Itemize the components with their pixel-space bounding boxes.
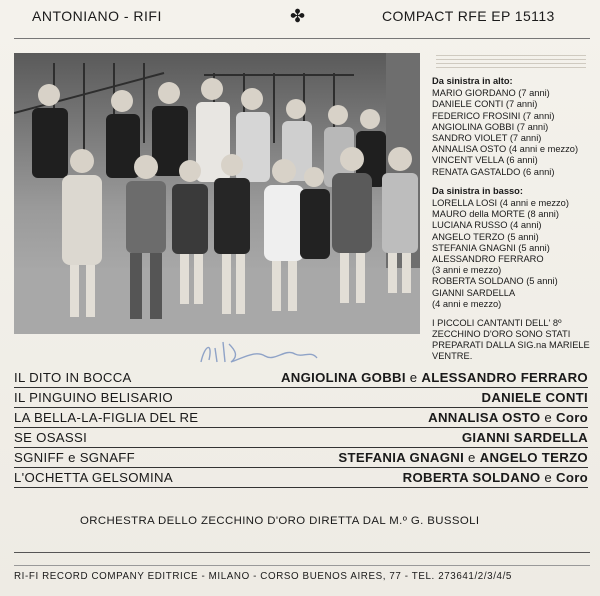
track-title: IL PINGUINO BELISARIO [14, 390, 173, 405]
track-title: SE OSASSI [14, 430, 88, 445]
track-list [14, 368, 588, 488]
track-title: LA BELLA-LA-FIGLIA DEL RE [14, 410, 199, 425]
orchestra-credit: ORCHESTRA DELLO ZECCHINO D'ORO DIRETTA DAL M.º G. BUSSOLI [80, 515, 480, 527]
label-name: ANTONIANO - RIFI [32, 8, 162, 24]
list-item: GIANNI SARDELLA [432, 287, 516, 298]
list-item: MARIO GIORDANO (7 anni) [432, 88, 550, 99]
footer-rule [14, 565, 590, 566]
list-item: ANGIOLINA GOBBI (7 anni) [432, 121, 549, 132]
track-title: L'OCHETTA GELSOMINA [14, 470, 173, 485]
track-row [14, 428, 588, 448]
list-item: MAURO della MORTE (8 anni) [432, 209, 559, 220]
track-row [14, 448, 588, 468]
list-item: RENATA GASTALDO (6 anni) [432, 166, 555, 177]
track-row [14, 388, 588, 408]
track-row [14, 468, 588, 488]
bottom-row-list [432, 198, 592, 310]
list-item: (3 anni e mezzo) [432, 265, 502, 276]
header-divider [14, 38, 590, 39]
track-title: SGNIFF e SGNAFF [14, 450, 135, 465]
list-item: DANIELE CONTI (7 anni) [432, 99, 538, 110]
track-artist: ROBERTA SOLDANO e Coro [402, 470, 588, 485]
list-item: ANGELO TERZO (5 anni) [432, 231, 539, 242]
track-row [14, 368, 588, 388]
track-artist: DANIELE CONTI [481, 390, 588, 405]
top-row-list [432, 88, 592, 178]
list-item: VINCENT VELLA (6 anni) [432, 155, 538, 166]
photo-credits [432, 76, 592, 362]
list-item: SANDRO VIOLET (7 anni) [432, 133, 542, 144]
list-item: STEFANIA GNAGNI (5 anni) [432, 242, 550, 253]
handwritten-signature [195, 336, 325, 372]
top-row-heading: Da sinistra in alto: [432, 76, 513, 86]
list-item: ANNALISA OSTO (4 anni e mezzo) [432, 144, 579, 155]
list-item: ROBERTA SOLDANO (5 anni) [432, 276, 558, 287]
preparation-note: I PICCOLI CANTANTI DELL' 8º ZECCHINO D'ORO SONO STATI PREPARATI DALLA SIG.na MARIELE VENTRE. [432, 318, 590, 362]
track-artist: GIANNI SARDELLA [461, 430, 588, 445]
track-artist: ANNALISA OSTO e Coro [428, 410, 588, 425]
clover-icon: ✤ [290, 6, 306, 26]
track-row [14, 408, 588, 428]
list-item: (4 anni e mezzo) [432, 298, 502, 309]
list-item: LORELLA LOSI (4 anni e mezzo) [432, 198, 569, 209]
decorative-lines [436, 55, 586, 71]
list-item: ALESSANDRO FERRARO [432, 254, 544, 265]
list-item: LUCIANA RUSSO (4 anni) [432, 220, 542, 231]
track-title: IL DITO IN BOCCA [14, 370, 132, 385]
list-item: FEDERICO FROSINI (7 anni) [432, 110, 555, 121]
footer-divider [14, 552, 590, 553]
bottom-row-heading: Da sinistra in basso: [432, 185, 523, 196]
track-artist: STEFANIA GNAGNI e ANGELO TERZO [338, 450, 588, 465]
publisher-footer: RI-FI RECORD COMPANY EDITRICE - MILANO - CORSO BUENOS AIRES, 77 - TEL. 273641/2/3/4/5 [14, 571, 512, 582]
track-artist: ANGIOLINA GOBBI e ALESSANDRO FERRARO [280, 370, 588, 385]
catalog-number: COMPACT RFE EP 15113 [382, 8, 555, 24]
group-photo [14, 53, 420, 334]
